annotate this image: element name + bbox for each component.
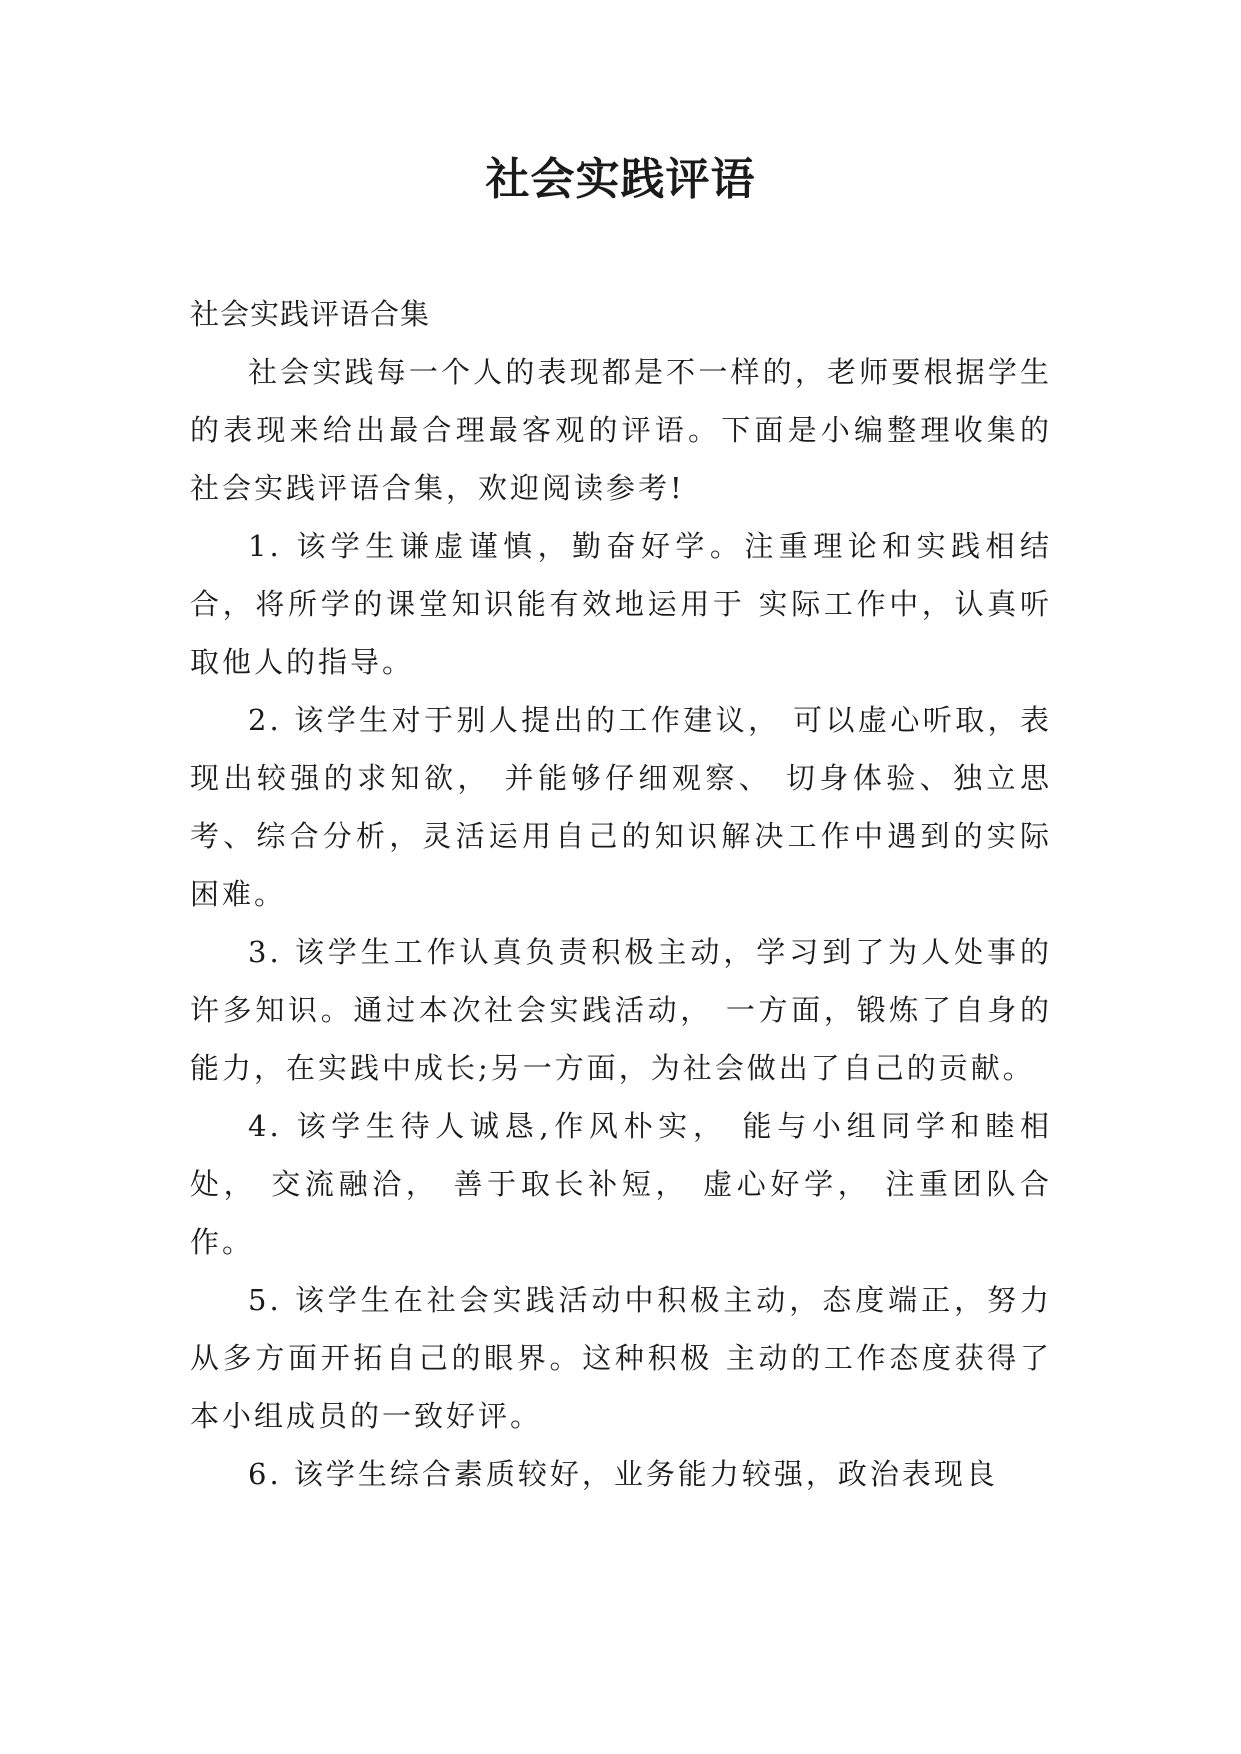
intro-paragraph: 社会实践每一个人的表现都是不一样的，老师要根据学生的表现来给出最合理最客观的评语。下面是小编整理收集的社会实践评语合集，欢迎阅读参考! bbox=[190, 355, 1052, 505]
document-subtitle: 社会实践评语合集 bbox=[190, 297, 431, 331]
comment-item-5: 5. 该学生在社会实践活动中积极主动，态度端正，努力从多方面开拓自己的眼界。这种积极 主动的工作态度获得了本小组成员的一致好评。 bbox=[190, 1283, 1052, 1433]
comment-item-6: 6. 该学生综合素质较好，业务能力较强，政治表现良 bbox=[248, 1457, 998, 1491]
document-body bbox=[190, 285, 1052, 1503]
comment-item-4: 4. 该学生待人诚恳,作风朴实， 能与小组同学和睦相处， 交流融洽， 善于取长补短， 虚心好学， 注重团队合作。 bbox=[190, 1109, 1052, 1259]
comment-item-3: 3. 该学生工作认真负责积极主动，学习到了为人处事的许多知识。通过本次社会实践活动， 一方面，锻炼了自身的能力，在实践中成长;另一方面，为社会做出了自己的贡献。 bbox=[190, 935, 1052, 1085]
document-title: 社会实践评语 bbox=[485, 154, 756, 205]
comment-item-1: 1. 该学生谦虚谨慎，勤奋好学。注重理论和实践相结合，将所学的课堂知识能有效地运用于 实际工作中，认真听取他人的指导。 bbox=[190, 529, 1052, 679]
comment-item-2: 2. 该学生对于别人提出的工作建议， 可以虚心听取，表现出较强的求知欲， 并能够仔细观察、 切身体验、独立思考、综合分析，灵活运用自己的知识解决工作中遇到的实际困难。 bbox=[190, 703, 1052, 911]
